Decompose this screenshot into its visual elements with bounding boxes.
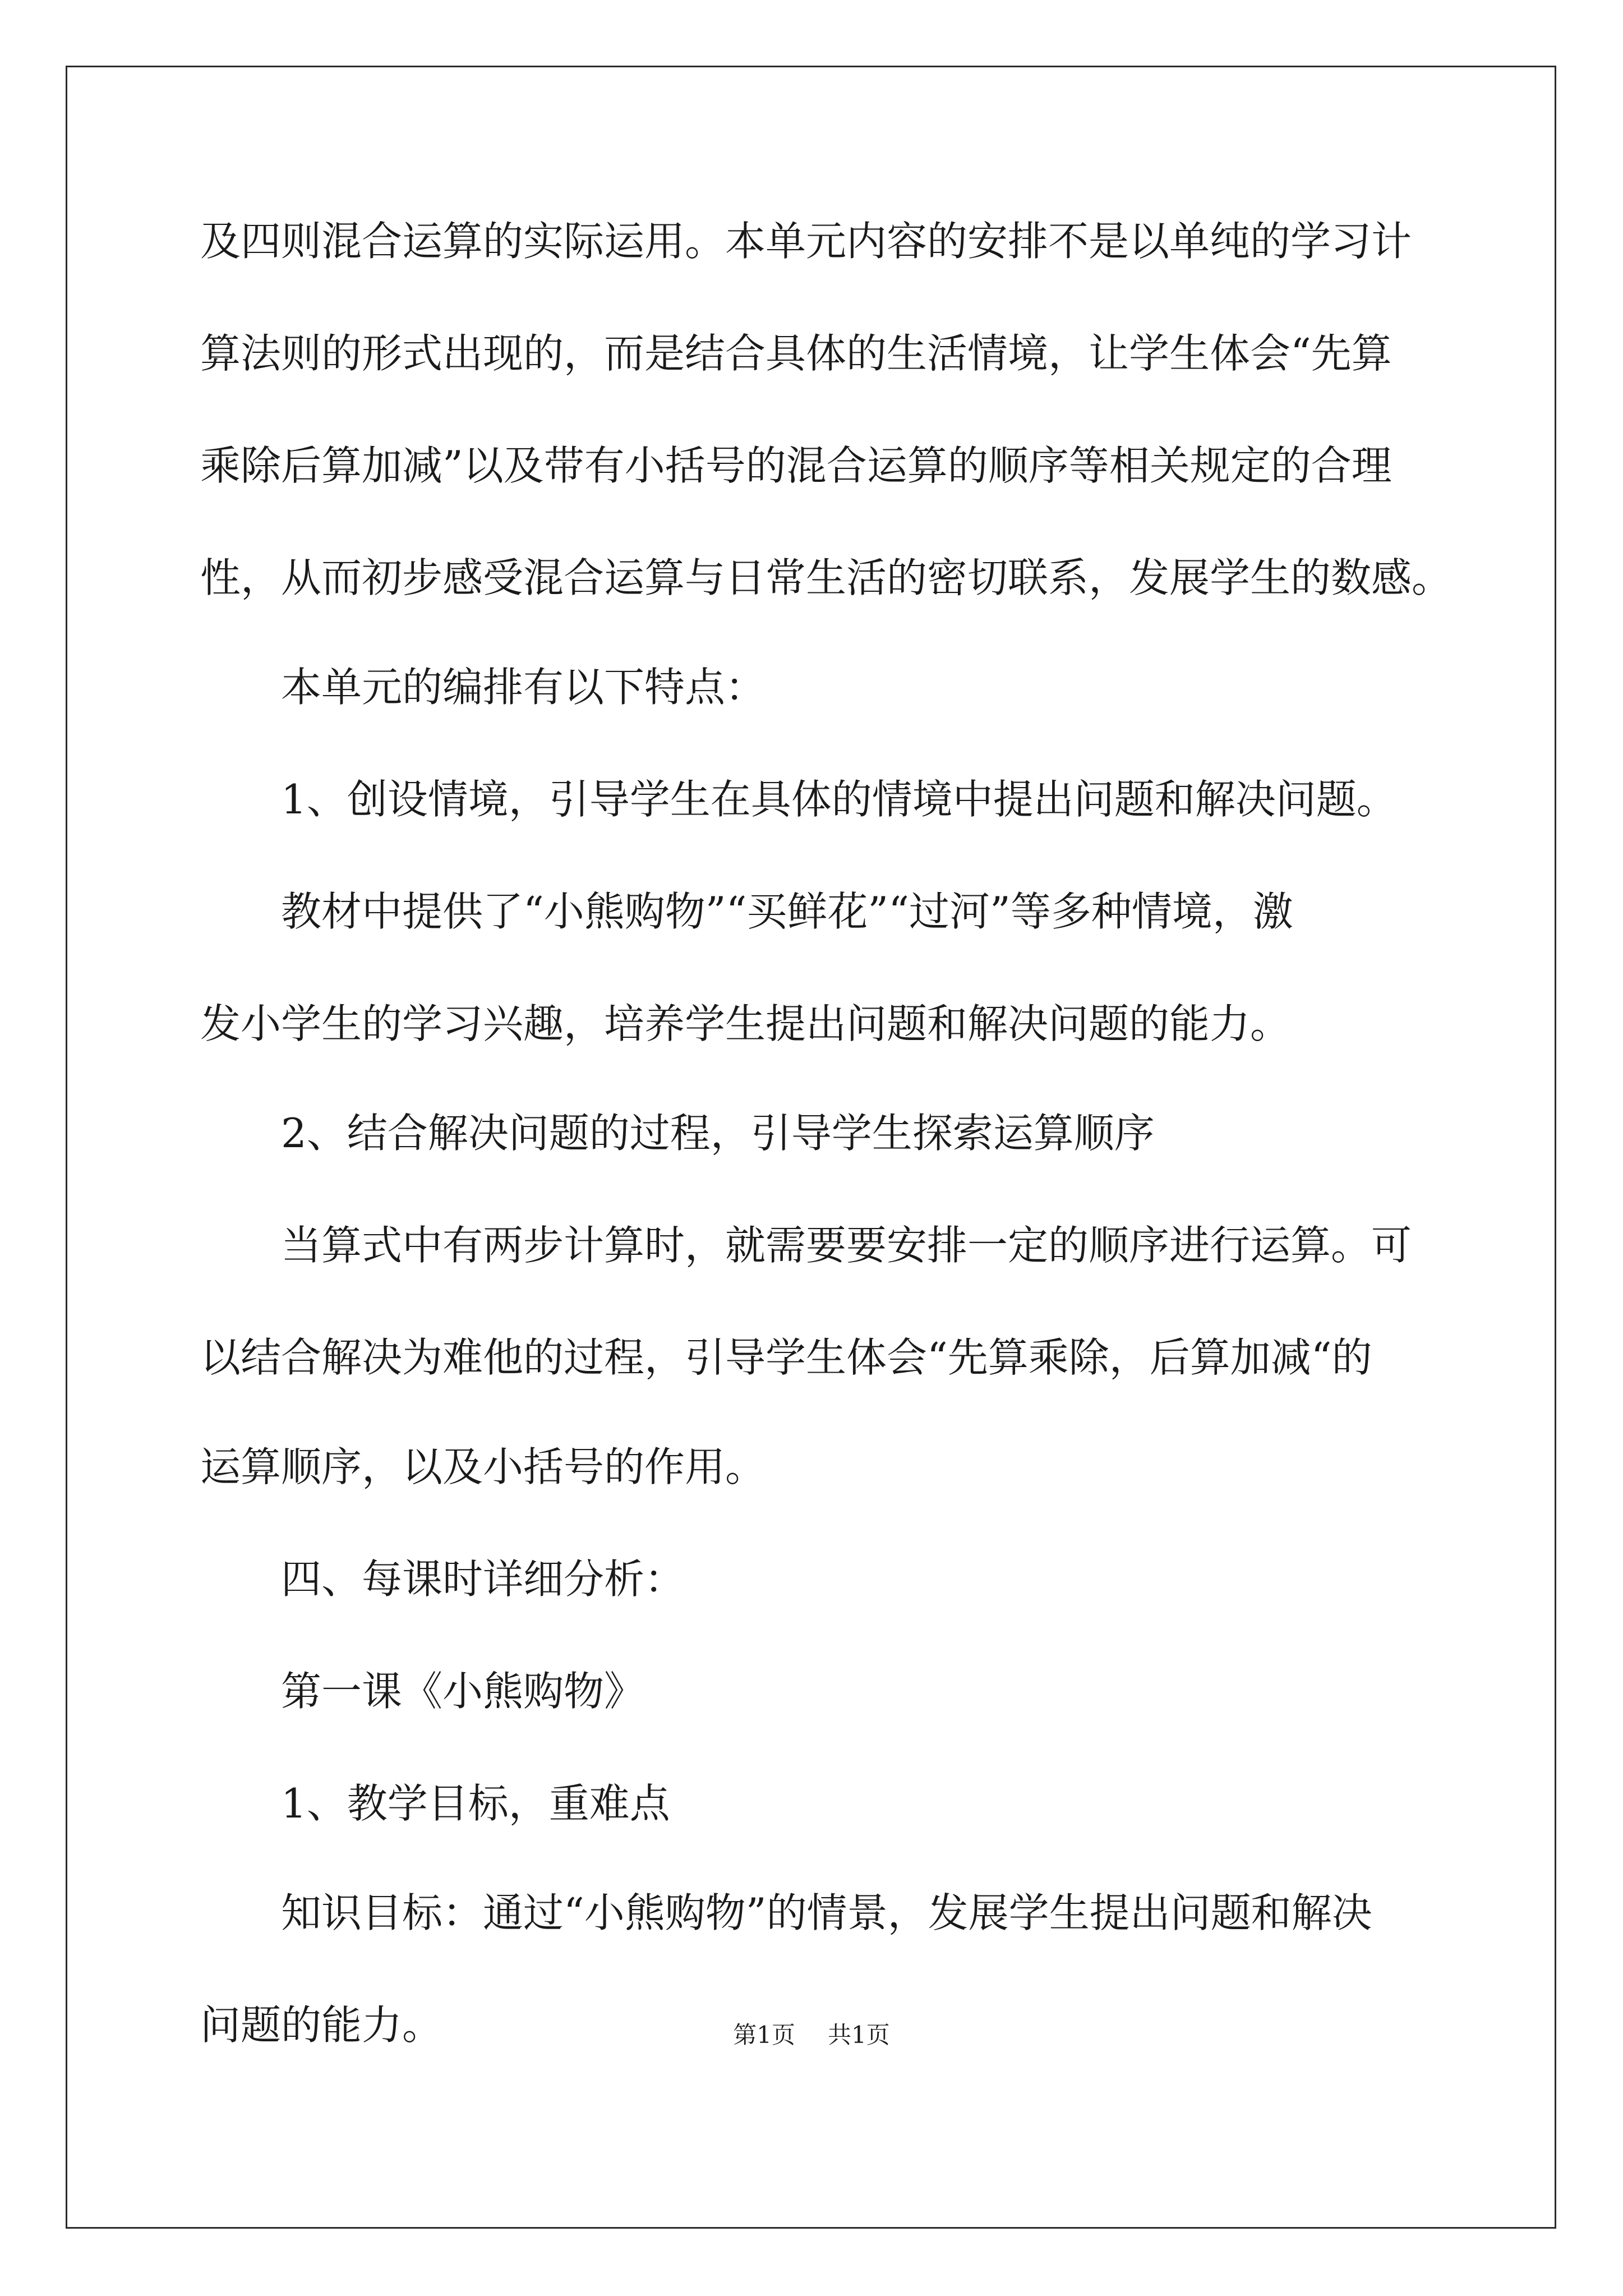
text-line: 当算式中有两步计算时，就需要要安排一定的顺序进行运算。可 xyxy=(281,1222,1412,1269)
text-line: 乘除后算加减”以及带有小括号的混合运算的顺序等相关规定的合理 xyxy=(200,442,1392,489)
text-line: 运算顺序，以及小括号的作用。 xyxy=(200,1443,766,1490)
text-line: 问题的能力。 xyxy=(200,2001,443,2049)
text-line: 性，从而初步感受混合运算与日常生活的密切联系，发展学生的数感。 xyxy=(200,554,1453,601)
text-line: 发小学生的学习兴趣，培养学生提出问题和解决问题的能力。 xyxy=(200,1000,1291,1047)
text-line: 以结合解决为难他的过程，引导学生体会“先算乘除，后算加减“的 xyxy=(200,1334,1372,1381)
paragraph-heading: 本单元的编排有以下特点： xyxy=(281,664,766,711)
page-footer xyxy=(0,2018,1623,2052)
text-line: 及四则混合运算的实际运用。本单元内容的安排不是以单纯的学习计 xyxy=(200,218,1412,265)
text-line: 知识目标：通过“小熊购物”的情景，发展学生提出问题和解决 xyxy=(281,1889,1372,1936)
lesson-title: 第一课《小熊购物》 xyxy=(281,1668,645,1715)
list-item: 1、教学目标，重难点 xyxy=(281,1780,670,1827)
text-line: 教材中提供了“小熊购物”“买鲜花”“过河”等多种情境，激 xyxy=(281,888,1293,935)
page-total: 共1页 xyxy=(828,2021,890,2049)
section-heading: 四、每课时详细分析： xyxy=(281,1556,685,1603)
text-line: 算法则的形式出现的，而是结合具体的生活情境，让学生体会“先算 xyxy=(200,330,1392,377)
list-item: 1、创设情境，引导学生在具体的情境中提出问题和解决问题。 xyxy=(281,776,1397,823)
page-number: 第1页 xyxy=(733,2021,795,2049)
list-item: 2、结合解决问题的过程，引导学生探索运算顺序 xyxy=(281,1110,1155,1157)
